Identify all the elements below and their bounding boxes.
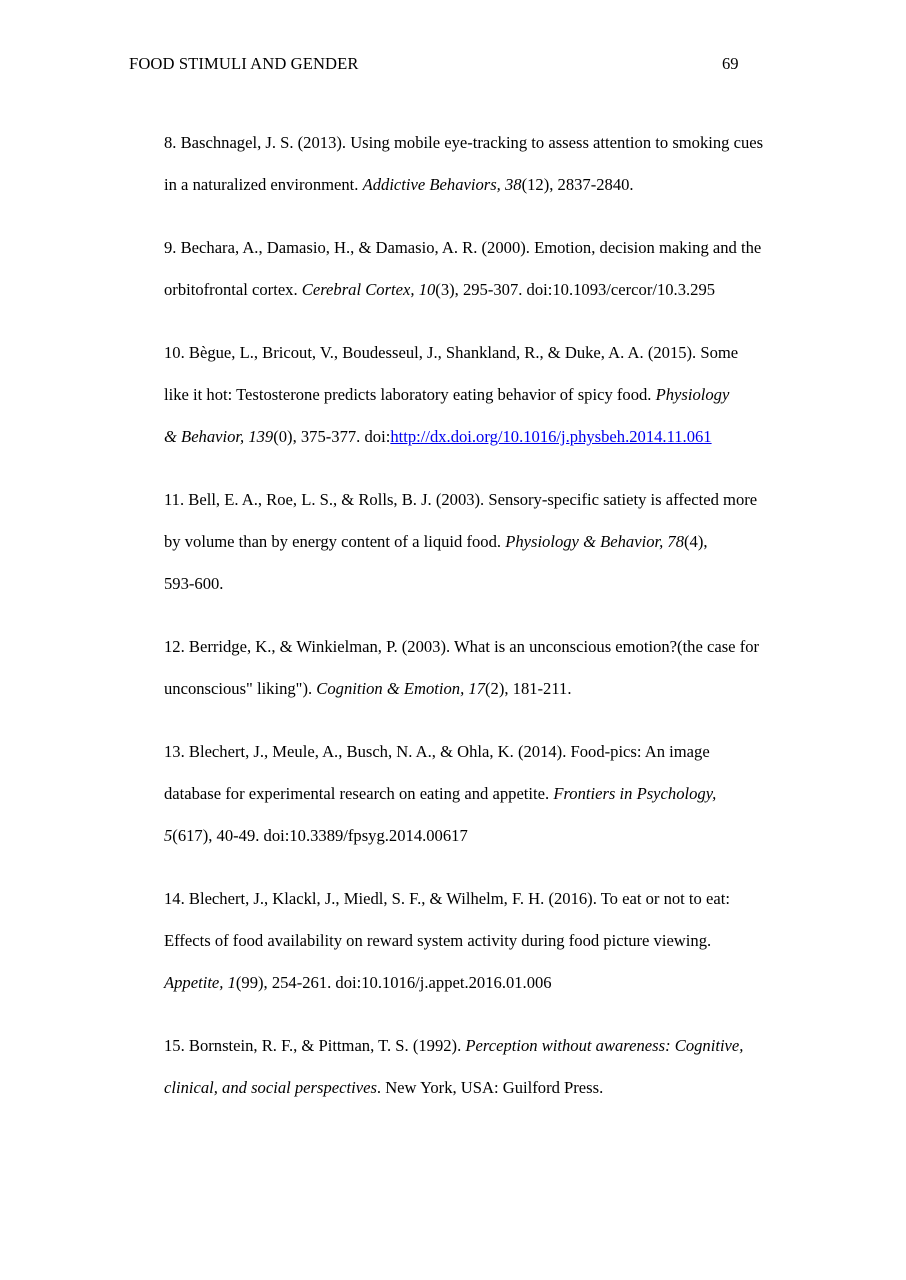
reference-entry [129,479,794,605]
reference-entry [129,227,794,311]
reference-line [164,878,794,920]
reference-text: 593-600. [164,574,224,593]
italic-text: Addictive Behaviors, 38 [362,175,522,194]
italic-text: Cerebral Cortex, 10 [301,280,436,299]
doi-link[interactable]: http://dx.doi.org/10.1016/j.physbeh.2014.11.061 [390,427,712,446]
italic-text: Appetite, 1 [164,973,236,992]
reference-text: Effects of food availability on reward system activity during food picture viewing. [164,931,712,950]
reference-text: (0), 375-377. doi: [273,427,391,446]
reference-text: 9. Bechara, A., Damasio, H., & Damasio, A. R. (2000). Emotion, decision making and the [164,238,762,257]
reference-line [164,626,794,668]
italic-text: 5 [164,826,173,845]
reference-text: in a naturalized environment. [164,175,363,194]
reference-line [164,1025,794,1067]
reference-entry [129,332,794,458]
italic-text: & Behavior, 139 [164,427,274,446]
reference-text: orbitofrontal cortex. [164,280,302,299]
reference-line [164,563,794,605]
reference-line [164,122,794,164]
reference-line [164,962,794,1004]
italic-text: Frontiers in Psychology, [553,784,717,803]
reference-text: (617), 40-49. doi:10.3389/fpsyg.2014.00617 [172,826,468,845]
reference-text: by volume than by energy content of a liquid food. [164,532,506,551]
italic-text: Physiology & Behavior, 78 [505,532,684,551]
italic-text: Physiology [655,385,730,404]
reference-line [164,374,794,416]
reference-line [164,164,794,206]
italic-text: Cognition & Emotion, 17 [316,679,485,698]
reference-line [164,668,794,710]
reference-line [164,227,794,269]
reference-text: 11. Bell, E. A., Roe, L. S., & Rolls, B. J. (2003). Sensory-specific satiety is affected more [164,490,758,509]
page-number: 69 [722,54,739,73]
reference-text: database for experimental research on eating and appetite. [164,784,554,803]
reference-text: like it hot: Testosterone predicts laboratory eating behavior of spicy food. [164,385,656,404]
reference-text: 14. Blechert, J., Klackl, J., Miedl, S. F., & Wilhelm, F. H. (2016). To eat or not to eat: [164,889,730,908]
reference-entry [129,122,794,206]
reference-text: (12), 2837-2840. [521,175,634,194]
reference-line [164,479,794,521]
reference-line [164,521,794,563]
reference-text: (2), 181-211. [485,679,572,698]
reference-text: 8. Baschnagel, J. S. (2013). Using mobile eye-tracking to assess attention to smoking cues [164,133,764,152]
italic-text: Perception without awareness: Cognitive, [465,1036,744,1055]
reference-text: 15. Bornstein, R. F., & Pittman, T. S. (1992). [164,1036,466,1055]
reference-text: (3), 295-307. doi:10.1093/cercor/10.3.295 [435,280,716,299]
reference-text: (4), [684,532,708,551]
reference-line [164,773,794,815]
reference-list [129,122,794,1130]
running-head: FOOD STIMULI AND GENDER [129,54,359,73]
reference-text: 12. Berridge, K., & Winkielman, P. (2003). What is an unconscious emotion?(the case for [164,637,760,656]
reference-entry [129,1025,794,1109]
reference-text: 13. Blechert, J., Meule, A., Busch, N. A., & Ohla, K. (2014). Food-pics: An image [164,742,710,761]
reference-text: 10. Bègue, L., Bricout, V., Boudesseul, J., Shankland, R., & Duke, A. A. (2015). Some [164,343,739,362]
reference-line [164,416,794,458]
reference-entry [129,626,794,710]
reference-entry [129,731,794,857]
reference-text: (99), 254-261. doi:10.1016/j.appet.2016.01.006 [235,973,552,992]
reference-entry [129,878,794,1004]
reference-line [164,920,794,962]
reference-line [164,1067,794,1109]
reference-text: unconscious" liking"). [164,679,317,698]
reference-line [164,731,794,773]
reference-line [164,269,794,311]
italic-text: clinical, and social perspectives [164,1078,377,1097]
reference-text: . New York, USA: Guilford Press. [376,1078,604,1097]
reference-line [164,815,794,857]
reference-line [164,332,794,374]
